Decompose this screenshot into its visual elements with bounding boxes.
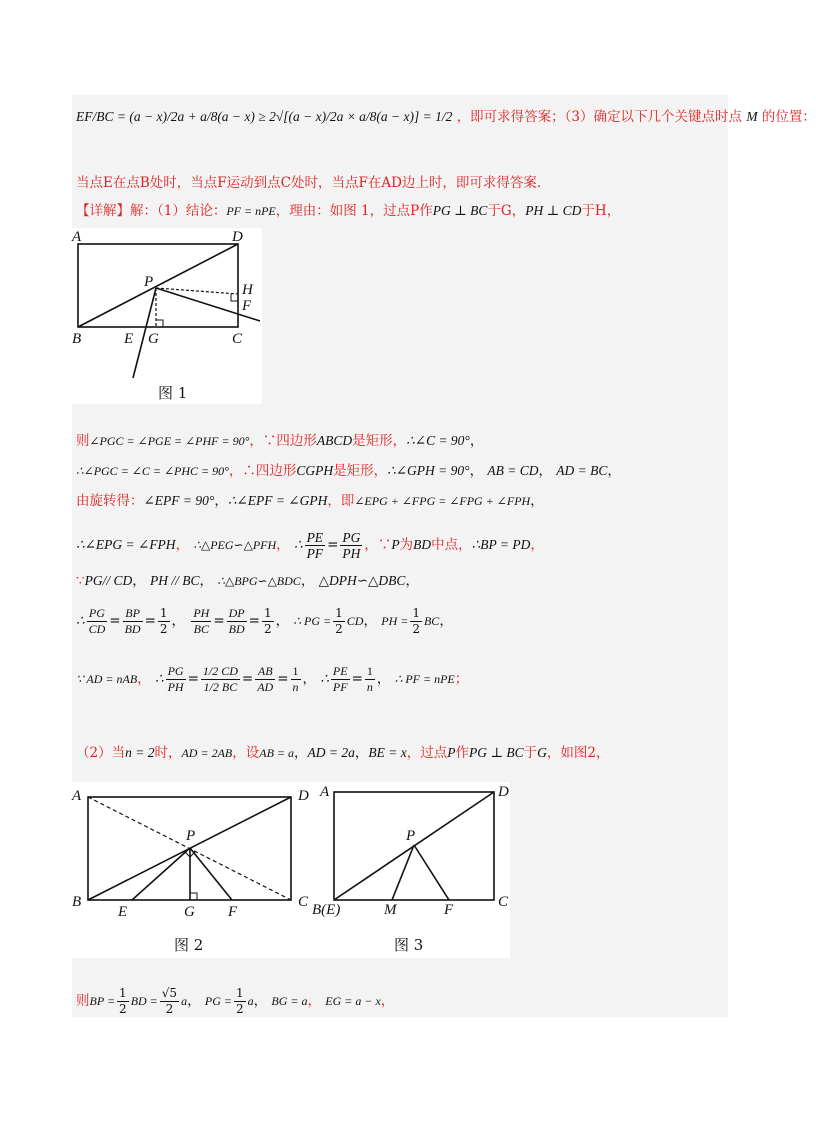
formula-inequality: (a − x)/2a + a/8(a − x) ≥ 2√[(a − x)/2a × a/8(a − x)] = 1/2 bbox=[129, 109, 453, 124]
figure-3 bbox=[312, 782, 510, 958]
denominator: CD bbox=[88, 622, 106, 636]
formula-bd: BD = bbox=[130, 994, 158, 1008]
half-num: 1 bbox=[202, 664, 209, 678]
label-a: A bbox=[72, 229, 82, 245]
formula-ef-bc: EF/BC = bbox=[76, 109, 130, 124]
punct: ， bbox=[253, 993, 268, 1009]
formula-angle-gph: ∴∠GPH = 90° bbox=[387, 463, 470, 478]
conclusion-text: 解：（1）结论： bbox=[130, 203, 227, 219]
fraction-half-4 bbox=[410, 606, 422, 637]
figure-2-caption: 图 2 bbox=[174, 936, 204, 954]
formula-ad-bc: AD = BC bbox=[556, 463, 608, 478]
denominator: PF bbox=[306, 546, 324, 561]
formula-angle-c: ∴∠C = 90° bbox=[406, 433, 470, 448]
numerator: BP bbox=[123, 606, 143, 622]
fraction-sqrt5 bbox=[160, 986, 179, 1017]
formula-right-angles-2: ∴∠PGC = ∠C = ∠PHC = 90° bbox=[76, 464, 229, 478]
formula-dph-dbc: △DPH∽△DBC bbox=[318, 573, 406, 588]
numerator: 1 bbox=[366, 664, 373, 678]
label-p: P bbox=[406, 828, 416, 844]
formula-similar: ∴△PEG∽△PFH bbox=[193, 538, 277, 552]
fraction-bp-bd bbox=[123, 606, 143, 637]
formula-cgph: CGPH bbox=[296, 463, 334, 478]
detail-tag: 【详解】 bbox=[76, 203, 130, 219]
therefore-sign: ∴ bbox=[76, 613, 85, 628]
formula-ph: PH = bbox=[381, 614, 409, 628]
point-p: P bbox=[447, 745, 456, 760]
denominator: 1/2 BC bbox=[203, 680, 238, 694]
because-sign: ∵ bbox=[76, 573, 85, 589]
figure-1 bbox=[72, 228, 262, 404]
denominator: BC bbox=[193, 622, 209, 636]
formula-ph-perp: PH ⊥ CD bbox=[525, 203, 582, 218]
bc: BC bbox=[221, 680, 238, 694]
fraction-dp-bd bbox=[227, 606, 247, 637]
text-rotation: 由旋转得： bbox=[76, 493, 144, 509]
label-p: P bbox=[144, 274, 154, 290]
punct: ， bbox=[300, 573, 315, 589]
var-a: a bbox=[181, 994, 188, 1008]
label-h: H bbox=[242, 282, 253, 298]
denominator: 2 bbox=[335, 622, 343, 636]
fraction-ab-ad bbox=[255, 664, 275, 695]
formula-right-angles: ∠PGC = ∠PGE = ∠PHF = 90° bbox=[89, 434, 250, 448]
figure-2 bbox=[72, 782, 312, 958]
punct: ， bbox=[175, 537, 190, 553]
denominator: BD bbox=[124, 622, 141, 636]
text-at-h: 于H， bbox=[581, 203, 621, 219]
formula-epg-fph: ∴∠EPG = ∠FPH bbox=[76, 537, 176, 552]
text-because: ，∵ bbox=[364, 537, 392, 553]
text-figure2: ，如图2， bbox=[546, 745, 610, 761]
label-e: E bbox=[124, 331, 134, 347]
text-through: ，过点 bbox=[406, 745, 448, 761]
formula-pg-perp: PG ⊥ BC bbox=[468, 745, 524, 760]
half-den: 2 bbox=[212, 680, 219, 694]
label-f: F bbox=[444, 902, 454, 918]
therefore-sign: ∴ bbox=[154, 671, 164, 686]
reason-text: ，理由：如图 1，过点P作 bbox=[275, 203, 433, 219]
fraction-pg-cd bbox=[87, 606, 108, 637]
punct: ， bbox=[307, 993, 321, 1009]
denominator: AD bbox=[257, 680, 274, 694]
formula-pg-perp: PG ⊥ BC bbox=[432, 203, 488, 218]
formula-pg: PG = bbox=[204, 994, 232, 1008]
text-part2: （2）当 bbox=[76, 745, 126, 761]
numerator: 1/2 CD bbox=[202, 664, 238, 678]
point-g: G bbox=[537, 745, 547, 760]
text-is-rect: 是矩形， bbox=[352, 433, 407, 449]
formula-pg: ∴ PG = bbox=[293, 614, 332, 628]
formula-be-x: BE = x bbox=[368, 745, 407, 760]
numerator: 1 bbox=[235, 986, 244, 1000]
solution-line-2: 当点E在点B处时，当点F运动到点C处时，当点F在AD边上时，即可求得答案. bbox=[76, 175, 542, 191]
label-m: M bbox=[384, 902, 397, 918]
text-midpoint: 中点， bbox=[431, 537, 472, 553]
punct: ， bbox=[276, 537, 290, 553]
denominator: n bbox=[366, 680, 373, 694]
var-a-2: a bbox=[247, 994, 254, 1008]
formula-ad-nab: ∵ AD = nAB bbox=[76, 672, 138, 686]
text-then: 则 bbox=[76, 993, 90, 1009]
label-b: B bbox=[72, 331, 82, 347]
label-a: A bbox=[320, 784, 330, 800]
punct: ， bbox=[469, 463, 484, 479]
figure-1-caption: 图 1 bbox=[158, 384, 188, 402]
numerator: PG bbox=[342, 530, 361, 545]
numerator: 1 bbox=[263, 606, 272, 620]
numerator: 1 bbox=[335, 606, 343, 620]
numerator: AB bbox=[255, 664, 275, 680]
numerator: 1 bbox=[119, 986, 127, 1000]
punct: ； bbox=[454, 671, 469, 687]
label-e: E bbox=[118, 904, 128, 920]
label-d: D bbox=[498, 784, 509, 800]
denominator: 2 bbox=[165, 1002, 174, 1016]
text-namely: ，即 bbox=[327, 493, 355, 509]
punct: ， bbox=[354, 745, 369, 761]
label-b: B bbox=[72, 894, 82, 910]
label-c: C bbox=[232, 331, 243, 347]
punct: ， bbox=[137, 671, 151, 687]
solution-line-4 bbox=[76, 432, 483, 450]
hint-text: ，即可求得答案；（3）确定以下几个关键点时点 bbox=[456, 109, 743, 125]
text-at-g: 于G， bbox=[487, 203, 526, 219]
solution-line-9: ∴ $\frac{PG}{CD}$ = $\frac{BP}{BD}$ = $\frac{1}{2}$ ， $\frac{PH}{BC}$ = $\frac{DP}{BD}$ = $\frac{1}{2}$ ， ∴ PG = $\frac{1}{2}$ CD， PH = $\frac{1}{2}$ BC， bbox=[76, 606, 453, 636]
therefore-sign: ∴ bbox=[293, 537, 303, 552]
formula-eg: EG = a − x bbox=[325, 994, 381, 1008]
numerator: √5 bbox=[161, 986, 178, 1000]
punct: ， bbox=[132, 573, 146, 589]
solution-line-5 bbox=[76, 462, 621, 480]
text-draw: 作 bbox=[455, 745, 469, 761]
denominator: 2 bbox=[235, 1002, 244, 1016]
fraction-1-n-2 bbox=[365, 664, 375, 695]
label-f: F bbox=[242, 298, 252, 314]
numerator: PG bbox=[87, 606, 108, 622]
text-is-rect-2: 是矩形， bbox=[333, 463, 388, 479]
text-is: 为 bbox=[399, 537, 414, 553]
formula-epf-gph: ∴∠EPF = ∠GPH bbox=[227, 493, 328, 508]
denominator: n bbox=[292, 680, 299, 694]
half-den: 2 bbox=[212, 664, 219, 678]
fraction-1-n bbox=[291, 664, 301, 695]
formula-bp-pd: ∴BP = PD bbox=[471, 537, 531, 552]
solution-line-1 bbox=[76, 108, 816, 126]
label-b-e: B(E) bbox=[312, 902, 341, 918]
denominator: 2 bbox=[159, 622, 168, 636]
formula-ad-2a: AD = 2a bbox=[307, 745, 355, 760]
punct: ， bbox=[439, 613, 453, 629]
fraction-half-2 bbox=[234, 986, 246, 1017]
formula-pg-parallel: PG// CD bbox=[84, 573, 133, 588]
numerator: DP bbox=[228, 606, 245, 620]
numerator: PH bbox=[193, 606, 210, 620]
therefore-sign-2: ∴ bbox=[320, 671, 329, 686]
numerator: PG bbox=[167, 664, 184, 678]
text-at: 于 bbox=[523, 745, 538, 761]
formula-ab-a: AB = a bbox=[259, 746, 294, 760]
punct: ， bbox=[469, 433, 484, 449]
denominator: 2 bbox=[119, 1002, 127, 1016]
cd: CD bbox=[221, 664, 238, 678]
fraction-pg-ph bbox=[340, 530, 362, 561]
formula-ab-cd: AB = CD bbox=[487, 463, 539, 478]
formula-ad-2ab: AD = 2AB bbox=[181, 746, 233, 760]
solution-line-10: ∵ AD = nAB， ∴ $\frac{PG}{PH}$ = $\frac{1/2 CD}{1/2 BC}$ = $\frac{AB}{AD}$ = $\frac{1}{n}$ ， ∴ $\frac{PE}{PF}$ = $\frac{1}{n}$ ， ∴ PF = nPE； bbox=[76, 664, 469, 694]
punct: ， bbox=[380, 993, 395, 1009]
formula-abcd: ABCD bbox=[316, 433, 353, 448]
punct: ， bbox=[530, 537, 544, 553]
text-when: 时， bbox=[154, 745, 182, 761]
segment-cd: CD bbox=[346, 614, 364, 628]
solution-line-7 bbox=[76, 530, 544, 561]
solution-line-8 bbox=[76, 572, 419, 590]
punct: ， bbox=[214, 493, 228, 509]
fraction-ph-bc bbox=[191, 606, 211, 637]
punct: ， bbox=[199, 573, 214, 589]
fraction-pe-pf bbox=[305, 530, 326, 561]
equals: = bbox=[327, 537, 339, 553]
fraction-pg-ph-2 bbox=[166, 664, 186, 695]
denominator: PF bbox=[332, 680, 348, 694]
denominator: PH bbox=[342, 546, 361, 561]
fraction-half-3 bbox=[333, 606, 345, 637]
denominator: BD bbox=[228, 622, 245, 636]
label-d: D bbox=[298, 788, 309, 804]
solution-line-6 bbox=[76, 492, 544, 510]
solution-line-12 bbox=[76, 986, 394, 1017]
fraction-half bbox=[158, 606, 170, 637]
label-g: G bbox=[184, 904, 195, 920]
denominator: PH bbox=[167, 680, 184, 694]
solution-line-3 bbox=[76, 202, 620, 220]
figure-3-caption: 图 3 bbox=[394, 936, 424, 954]
punct: ， bbox=[294, 745, 308, 761]
punct: ， bbox=[187, 993, 201, 1009]
point-m: M bbox=[746, 109, 758, 124]
point-p: P bbox=[391, 537, 400, 552]
numerator: 1 bbox=[292, 664, 299, 678]
text-then: 则 bbox=[76, 433, 90, 449]
text-because: ，∵四边形 bbox=[249, 433, 317, 449]
half-num: 1 bbox=[203, 680, 210, 694]
formula-epf: ∠EPF = 90° bbox=[143, 493, 215, 508]
numerator: 1 bbox=[412, 606, 420, 620]
label-f: F bbox=[228, 904, 238, 920]
formula-bp: BP = bbox=[89, 994, 116, 1008]
punct: ， bbox=[538, 463, 552, 479]
solution-line-11 bbox=[76, 744, 610, 762]
label-p: P bbox=[186, 828, 196, 844]
label-g: G bbox=[148, 331, 159, 347]
label-c: C bbox=[498, 894, 509, 910]
punct: ， bbox=[405, 573, 419, 589]
formula-pf-npe: ∴ PF = nPE bbox=[394, 672, 455, 686]
fraction-cd-bc bbox=[201, 664, 240, 695]
formula-bg: BG = a bbox=[271, 994, 308, 1008]
fraction-pe-pf-2 bbox=[331, 664, 350, 695]
label-d: D bbox=[232, 229, 243, 245]
fraction-half bbox=[117, 986, 129, 1017]
punct: ， bbox=[530, 493, 544, 509]
label-a: A bbox=[72, 788, 82, 804]
numerator: PE bbox=[306, 530, 324, 545]
formula-ph-parallel: PH // BC bbox=[150, 573, 200, 588]
segment-bc: BC bbox=[423, 614, 440, 628]
segment-bd: BD bbox=[413, 537, 432, 552]
numerator: PE bbox=[332, 664, 348, 678]
hint-text-end: 的位置： bbox=[761, 109, 816, 125]
label-c: C bbox=[298, 894, 309, 910]
denominator: 2 bbox=[263, 622, 272, 636]
formula-angle-sum: ∠EPG + ∠FPG = ∠FPG + ∠FPH bbox=[354, 494, 531, 508]
numerator: 1 bbox=[159, 606, 168, 620]
formula-pf: PF = nPE bbox=[226, 204, 276, 218]
formula-bpg-bdc: ∴△BPG∽△BDC bbox=[217, 574, 301, 588]
text-let: ，设 bbox=[232, 745, 260, 761]
text-therefore: ，∴四边形 bbox=[228, 463, 297, 479]
denominator: 2 bbox=[412, 622, 420, 636]
punct: ， bbox=[607, 463, 621, 479]
fraction-half-2 bbox=[262, 606, 274, 637]
formula-n-2: n = 2 bbox=[125, 745, 155, 760]
